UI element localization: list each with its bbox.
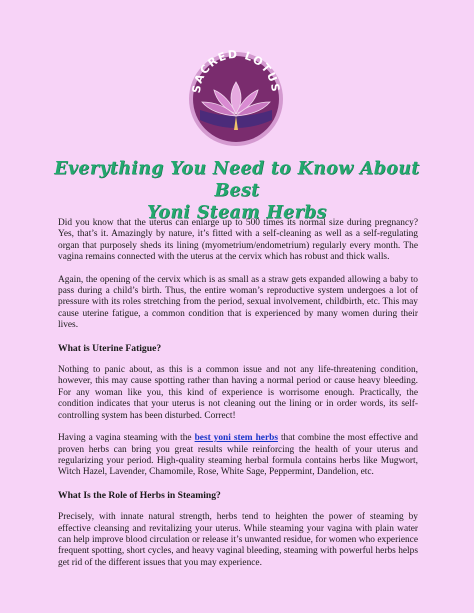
- best-yoni-herbs-link[interactable]: best yoni stem herbs: [194, 433, 278, 444]
- title-line-1: Everything You Need to Know About Best: [54, 159, 420, 201]
- page-title: [40, 158, 434, 224]
- paragraph-5: Precisely, with innate natural strength, herbs tend to heighten the power of steaming by effective cleansing and revitalizing your uterus. While steaming your vagina with plain water can help improve blood circulation or release it’s unwanted residue, for women who experience frequent spotting, short cycles, and heavy vaginal bleeding, steaming with powerful herbs helps get rid of the different issues that you may experience.: [58, 512, 418, 568]
- paragraph-4-end: that combine the most effective and proven herbs can bring you great results while reinforcing the health of your uterus and regularizing your period. High-quality steaming herbal formula contains herbs like Mugwort, Witch Hazel, Lavender, Chamomile, Rose, White Sage, Peppermint, Dandelion, etc.: [58, 433, 418, 478]
- heading-uterine-fatigue: What is Uterine Fatigue?: [58, 342, 162, 354]
- heading-role-of-herbs: What Is the Role of Herbs in Steaming?: [58, 489, 221, 501]
- paragraph-1: Did you know that the uterus can enlarge up to 500 times its normal size during pregnancy? Yes, that’s it. Amazingly by nature, it’s fitted with a self-cleaning as well as a self-regulating organ that purposely sheds its lining (myometrium/endometrium) regularly every month. The vagina remains connected with the uterus at the cervix which has robust and thick walls.: [58, 218, 418, 263]
- paragraph-3: Nothing to panic about, as this is a common issue and not any life-threatening condition, however, this may cause spotting rather than having a normal period or cause heavy bleeding. For any woman like you, this kind of experience is worrisome enough. Practically, the condition indicates that your uterus is not cleaning out the lining or in order words, its self-controlling system has been disturbed. Correct!: [58, 365, 418, 421]
- paragraph-2: Again, the opening of the cervix which is as small as a straw gets expanded allowing a baby to pass during a child’s birth. Thus, the entire woman’s reproductive system undergoes a lot of pressure with its roles stretching from the period, sexual involvement, childbirth, etc. This may cause uterine fatigue, a common condition that is experienced by many women during their lives.: [58, 274, 418, 331]
- article-body: [58, 218, 418, 580]
- sacred-lotus-logo: [178, 50, 294, 148]
- paragraph-4: [58, 433, 418, 479]
- title-line-2: Yoni Steam Herbs: [147, 203, 327, 223]
- logo-text: SACRED LOTUS: [189, 50, 283, 94]
- paragraph-4-start: Having a vagina steaming with the: [58, 433, 195, 444]
- lotus-logo-graphic: [178, 50, 294, 148]
